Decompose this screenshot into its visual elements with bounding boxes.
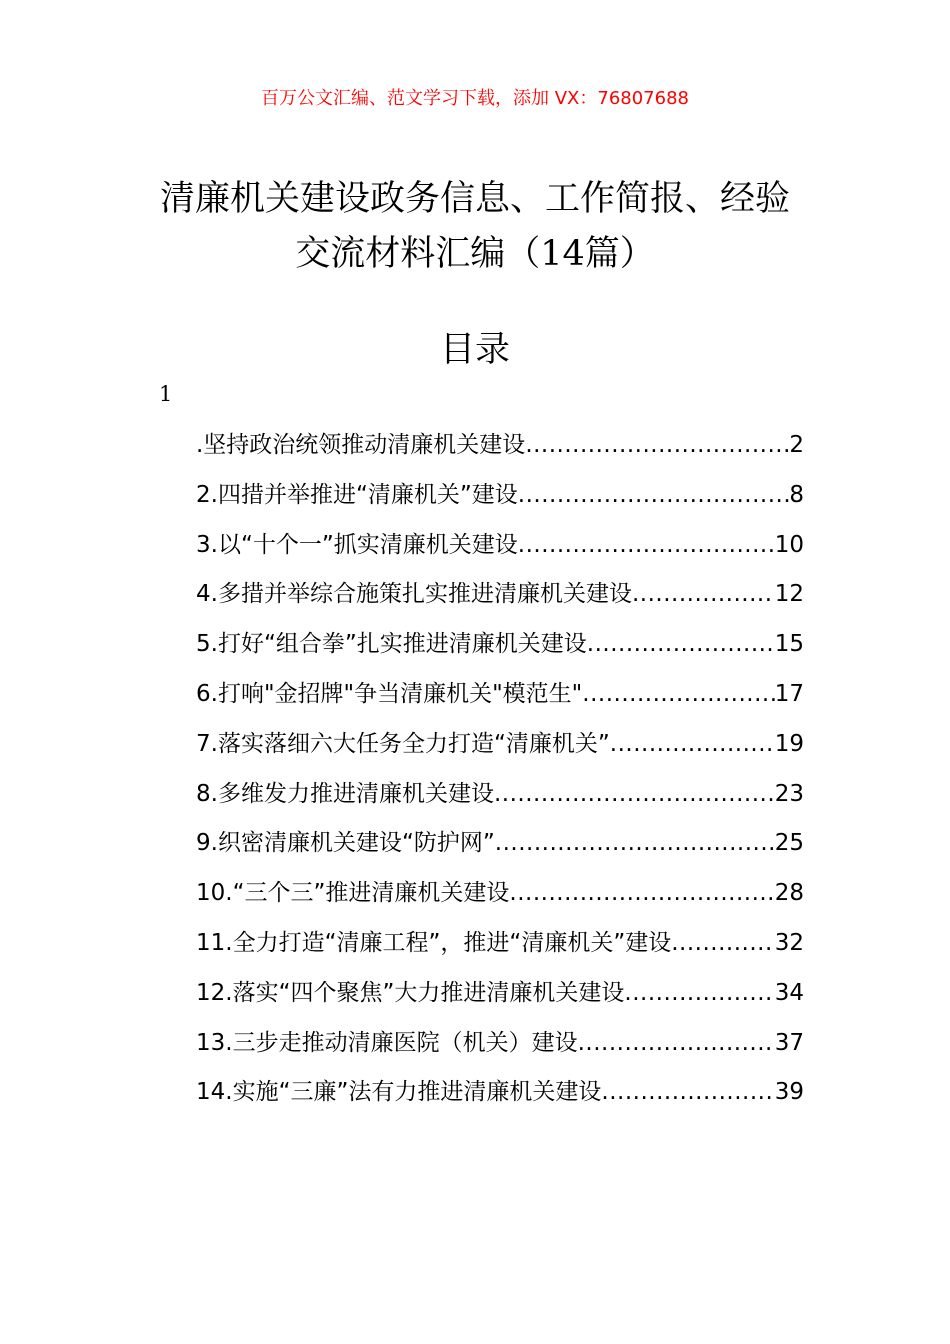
toc-list (196, 421, 804, 1118)
toc-item[interactable] (196, 819, 804, 869)
toc-dot-leader (582, 670, 774, 720)
toc-item-page: 23 (774, 780, 804, 807)
toc-item[interactable] (196, 1068, 804, 1118)
toc-item-page: 19 (774, 730, 804, 757)
toc-dot-leader (525, 421, 789, 471)
title-count-number: 14 (540, 234, 585, 274)
toc-item-page: 12 (774, 581, 804, 608)
title-line-2-suffix: 篇） (584, 234, 655, 274)
toc-item-page: 10 (774, 531, 804, 558)
toc-dot-leader (624, 969, 774, 1019)
toc-item-page: 32 (774, 929, 804, 956)
title-line-2 (100, 227, 850, 282)
toc-heading: 目录 (439, 330, 510, 370)
toc-item-title: 13.三步走推动清廉医院（机关）建设 (196, 1029, 578, 1056)
toc-item[interactable] (196, 570, 804, 620)
toc-item-title: 5.打好“组合拳”扎实推进清廉机关建设 (196, 631, 587, 658)
document-title (100, 172, 850, 282)
toc-dot-leader (601, 1068, 774, 1118)
toc-dot-leader (632, 570, 775, 620)
toc-item-page: 25 (774, 830, 804, 857)
toc-item-page: 8 (789, 481, 804, 508)
toc-item[interactable] (196, 869, 804, 919)
toc-dot-leader (495, 819, 775, 869)
toc-item-title: 7.落实落细六大任务全力打造“清廉机关” (196, 730, 610, 757)
toc-dot-leader (509, 869, 774, 919)
toc-item-title: 12.落实“四个聚焦”大力推进清廉机关建设 (196, 979, 625, 1006)
toc-item-title: 2.四措并举推进“清廉机关”建设 (196, 481, 518, 508)
toc-item-title: .坚持政治统领推动清廉机关建设 (196, 432, 526, 458)
toc-item-title: 6.打响"金招牌"争当清廉机关"模范生" (196, 680, 583, 707)
toc-item-page: 39 (774, 1079, 804, 1106)
toc-dot-leader (494, 770, 775, 820)
toc-item-title: 11.全力打造“清廉工程”，推进“清廉机关”建设 (196, 929, 672, 956)
toc-item-title: 8.多维发力推进清廉机关建设 (196, 780, 494, 807)
toc-dot-leader (610, 720, 775, 770)
toc-item-title: 3.以“十个一”抓实清廉机关建设 (196, 531, 518, 558)
toc-dot-leader (671, 919, 774, 969)
toc-item-title: 4.多措并举综合施策扎实推进清廉机关建设 (196, 581, 632, 608)
toc-dot-leader (578, 1019, 775, 1069)
toc-item[interactable] (196, 670, 804, 720)
toc-dot-leader (518, 471, 790, 521)
toc-item[interactable] (196, 421, 804, 471)
toc-item[interactable] (196, 1019, 804, 1069)
toc-item-page: 28 (774, 880, 804, 907)
toc-item[interactable] (196, 919, 804, 969)
toc-item[interactable] (196, 620, 804, 670)
toc-item[interactable] (196, 521, 804, 571)
page-marker: 1 (159, 382, 173, 406)
toc-dot-leader (518, 521, 775, 571)
toc-dot-leader (587, 620, 775, 670)
toc-item-page: 34 (774, 979, 804, 1006)
toc-item-page: 2 (789, 432, 804, 458)
title-line-2-prefix: 交流材料汇编（ (295, 234, 541, 274)
toc-item[interactable] (196, 770, 804, 820)
toc-item[interactable] (196, 720, 804, 770)
toc-item-page: 37 (774, 1029, 804, 1056)
title-line-1: 清廉机关建设政务信息、工作简报、经验 (159, 179, 790, 219)
toc-item-page: 15 (774, 631, 804, 658)
toc-item-page: 17 (774, 680, 804, 707)
header-advertisement: 百万公文汇编、范文学习下载，添加 VX：76807688 (261, 88, 689, 109)
toc-item[interactable] (196, 471, 804, 521)
toc-item-title: 10.“三个三”推进清廉机关建设 (196, 880, 510, 907)
toc-item[interactable] (196, 969, 804, 1019)
toc-item-title: 14.实施“三廉”法有力推进清廉机关建设 (196, 1079, 602, 1106)
toc-item-title: 9.织密清廉机关建设“防护网” (196, 830, 495, 857)
